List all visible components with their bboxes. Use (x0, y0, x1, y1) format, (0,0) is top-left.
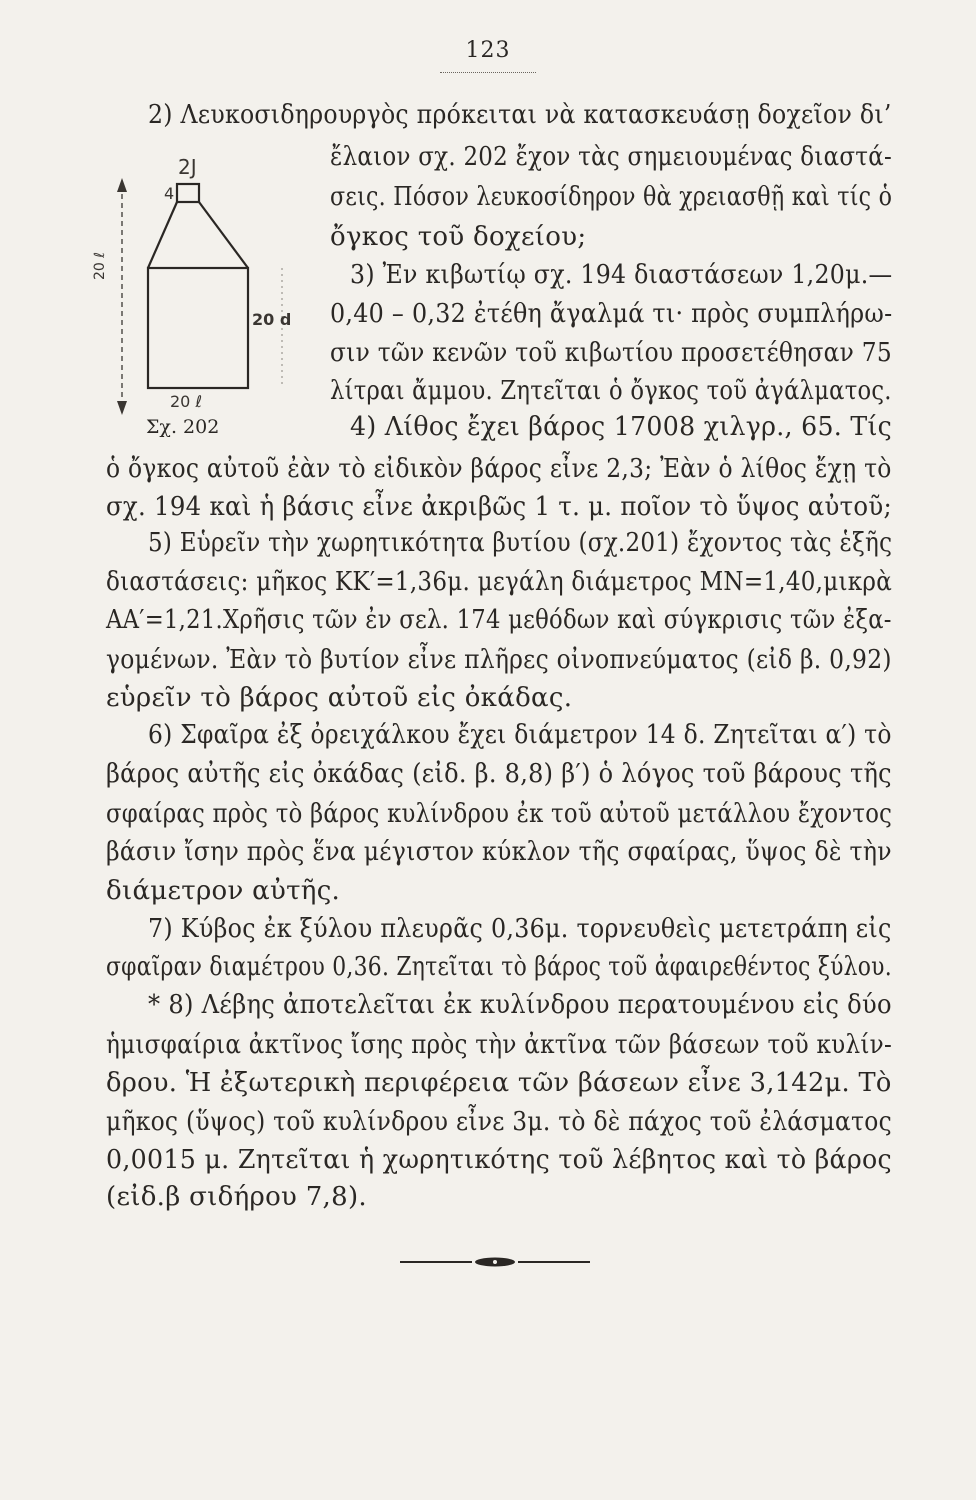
figure-202-container (92, 150, 300, 450)
text-line: ΑΑ′=1,21.Χρῆσις τῶν ἐν σελ. 174 μεθόδων καὶ σύγκρισις τῶν ἐξα- (106, 605, 892, 635)
text-line: 7) Κύβος ἐκ ξύλου πλευρᾶς 0,36μ. τορνευθεὶς μετετράπη εἰς (148, 914, 892, 944)
text-line: σιν τῶν κενῶν τοῦ κιβωτίου προσετέθησαν 75 (330, 338, 892, 368)
text-line: 3) Ἐν κιβωτίῳ σχ. 194 διαστάσεων 1,20μ.— (350, 260, 893, 290)
text-line: ἔλαιον σχ. 202 ἔχον τὰς σημειουμένας διαστά- (330, 142, 893, 172)
text-line: 0,0015 μ. Ζητεῖται ἡ χωρητικότης τοῦ λέβητος καὶ τὸ βάρος (106, 1145, 893, 1175)
figure-caption: Σχ. 202 (146, 416, 220, 438)
text-line: λίτραι ἄμμου. Ζητεῖται ὁ ὄγκος τοῦ ἀγάλματος. (330, 376, 892, 406)
text-line: (εἰδ.β σιδήρου 7,8). (106, 1182, 367, 1212)
figure-top-label: 2J (178, 155, 197, 179)
page-number-rule (440, 72, 536, 73)
text-line: 0,40 – 0,32 ἐτέθη ἄγαλμά τι· πρὸς συμπλήρω- (330, 299, 893, 329)
text-line: δρου. Ἡ ἐξωτερικὴ περιφέρεια τῶν βάσεων εἶνε 3,142μ. Τὸ (106, 1068, 892, 1098)
text-line: * 8) Λέβης ἀποτελεῖται ἐκ κυλίνδρου περατουμένου εἰς δύο (148, 990, 892, 1020)
text-line: μῆκος (ὕψος) τοῦ κυλίνδρου εἶνε 3μ. τὸ δὲ πάχος τοῦ ἐλάσματος (106, 1107, 892, 1137)
page-number: 123 (465, 38, 511, 63)
text-line: σχ. 194 καὶ ἡ βάσις εἶνε ἀκριβῶς 1 τ. μ. ποῖον τὸ ὕψος αὐτοῦ; (106, 492, 892, 522)
text-line: σεις. Πόσον λευκοσίδηρον θὰ χρειασθῇ καὶ τίς ὁ (330, 182, 893, 212)
text-line: διαστάσεις: μῆκος ΚΚ′=1,36μ. μεγάλη διάμετρος ΜΝ=1,40,μικρὰ (106, 567, 893, 597)
text-line: ὁ ὄγκος αὐτοῦ ἐὰν τὸ εἰδικὸν βάρος εἶνε 2,3; Ἐὰν ὁ λίθος ἔχῃ τὸ (106, 454, 892, 484)
text-line: εὑρεῖν τὸ βάρος αὐτοῦ εἰς ὀκάδας. (106, 683, 573, 713)
text-line: 4) Λίθος ἔχει βάρος 17008 χιλγρ., 65. Τίς (350, 412, 893, 442)
text-line: γομένων. Ἐὰν τὸ βυτίον εἶνε πλῆρες οἰνοπνεύματος (εἰδ β. 0,92) (106, 645, 892, 675)
figure-side-label: 20 d (252, 310, 292, 329)
text-line: 5) Εὑρεῖν τὴν χωρητικότητα βυτίου (σχ.201) ἔχοντος τὰς ἑξῆς (148, 528, 893, 558)
text-line: σφαῖραν διαμέτρου 0,36. Ζητεῖται τὸ βάρος τοῦ ἀφαιρεθέντος ξύλου. (106, 952, 892, 982)
figure-neck-label: 4 (164, 184, 175, 203)
text-line: σφαίρας πρὸς τὸ βάρος κυλίνδρου ἐκ τοῦ αὐτοῦ μετάλλου ἔχοντος (106, 799, 893, 829)
figure-height-label: 20 ℓ (92, 251, 108, 280)
text-line: βάσιν ἴσην πρὸς ἕνα μέγιστον κύκλον τῆς σφαίρας, ὕψος δὲ τὴν (106, 837, 892, 867)
text-line: 2) Λευκοσιδηρουργὸς πρόκειται νὰ κατασκευάσῃ δοχεῖον δι’ (148, 100, 892, 130)
text-line: 6) Σφαῖρα ἐξ ὀρειχάλκου ἔχει διάμετρον 14 δ. Ζητεῖται α′) τὸ (148, 720, 892, 750)
text-line: ἡμισφαίρια ἀκτῖνος ἴσης πρὸς τὴν ἀκτῖνα τῶν βάσεων τοῦ κυλίν- (106, 1030, 893, 1060)
text-line: διάμετρον αὐτῆς. (106, 876, 341, 906)
text-line: ὄγκος τοῦ δοχείου; (330, 222, 587, 252)
ornament-divider (400, 1255, 590, 1269)
text-line: βάρος αὐτῆς εἰς ὀκάδας (εἰδ. β. 8,8) β′) ὁ λόγος τοῦ βάρους τῆς (106, 759, 892, 789)
figure-base-label: 20 ℓ (170, 392, 203, 411)
